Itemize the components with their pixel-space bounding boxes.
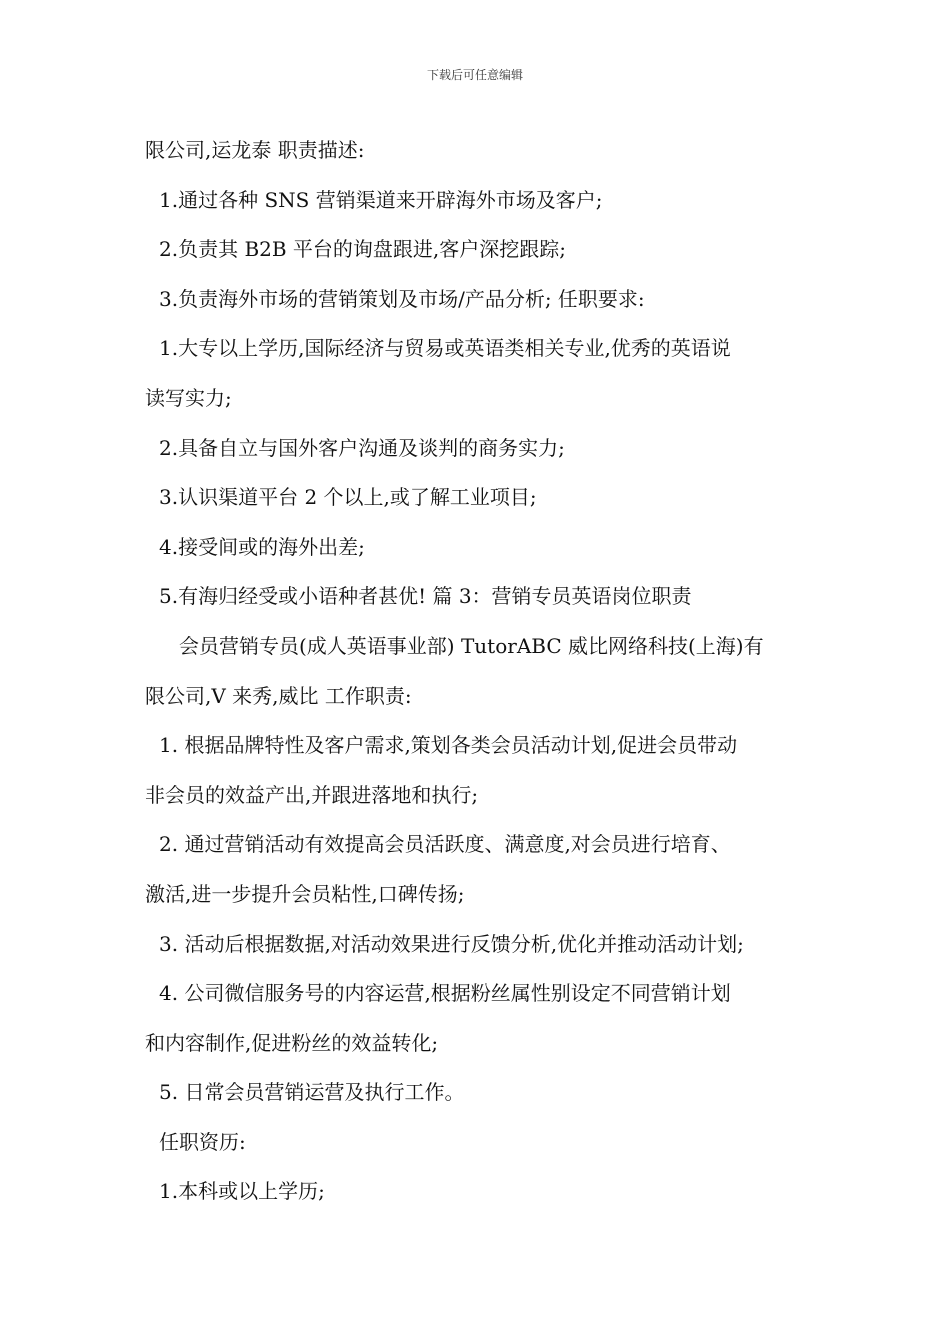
paragraph-line: 非会员的效益产出,并跟进落地和执行; (145, 782, 479, 807)
paragraph-line: 3.负责海外市场的营销策划及市场/产品分析; 任职要求: (159, 286, 645, 311)
paragraph-line: 任职资历: (159, 1129, 246, 1154)
paragraph-line: 限公司,运龙泰 职责描述: (145, 138, 365, 162)
paragraph-line: 2.负责其 B2B 平台的询盘跟进,客户深挖跟踪; (159, 237, 567, 262)
paragraph-line: 1.本科或以上学历; (159, 1179, 325, 1204)
page-header: 下载后可任意编辑 (426, 68, 523, 82)
document-body (145, 126, 810, 1217)
paragraph-line: 2.具备自立与国外客户沟通及谈判的商务实力; (159, 435, 565, 460)
paragraph-line: 1.大专以上学历,国际经济与贸易或英语类相关专业,优秀的英语说 (159, 336, 731, 361)
paragraph-line: 读写实力; (145, 385, 232, 410)
paragraph-line: 会员营销专员(成人英语事业部) TutorABC 威比网络科技(上海)有 (179, 633, 764, 658)
paragraph-line: 3.认识渠道平台 2 个以上,或了解工业项目; (159, 485, 537, 510)
paragraph-line: 和内容制作,促进粉丝的效益转化; (145, 1030, 439, 1055)
paragraph-line: 激活,进一步提升会员粘性,口碑传扬; (145, 881, 465, 906)
paragraph-line: 3. 活动后根据数据,对活动效果进行反馈分析,优化并推动活动计划; (159, 931, 744, 956)
paragraph-line: 4. 公司微信服务号的内容运营,根据粉丝属性别设定不同营销计划 (159, 981, 731, 1006)
paragraph-line: 5.有海归经受或小语种者甚优! 篇 3：营销专员英语岗位职责 (159, 584, 692, 609)
paragraph-line: 1. 根据品牌特性及客户需求,策划各类会员活动计划,促进会员带动 (159, 733, 738, 758)
paragraph-line: 限公司,V 来秀,威比 工作职责: (145, 683, 412, 708)
paragraph-line: 1.通过各种 SNS 营销渠道来开辟海外市场及客户; (159, 187, 603, 212)
paragraph-line: 4.接受间或的海外出差; (159, 534, 365, 559)
paragraph-line: 2. 通过营销活动有效提高会员活跃度、满意度,对会员进行培育、 (159, 832, 731, 857)
paragraph-line: 5. 日常会员营销运营及执行工作。 (159, 1080, 465, 1105)
